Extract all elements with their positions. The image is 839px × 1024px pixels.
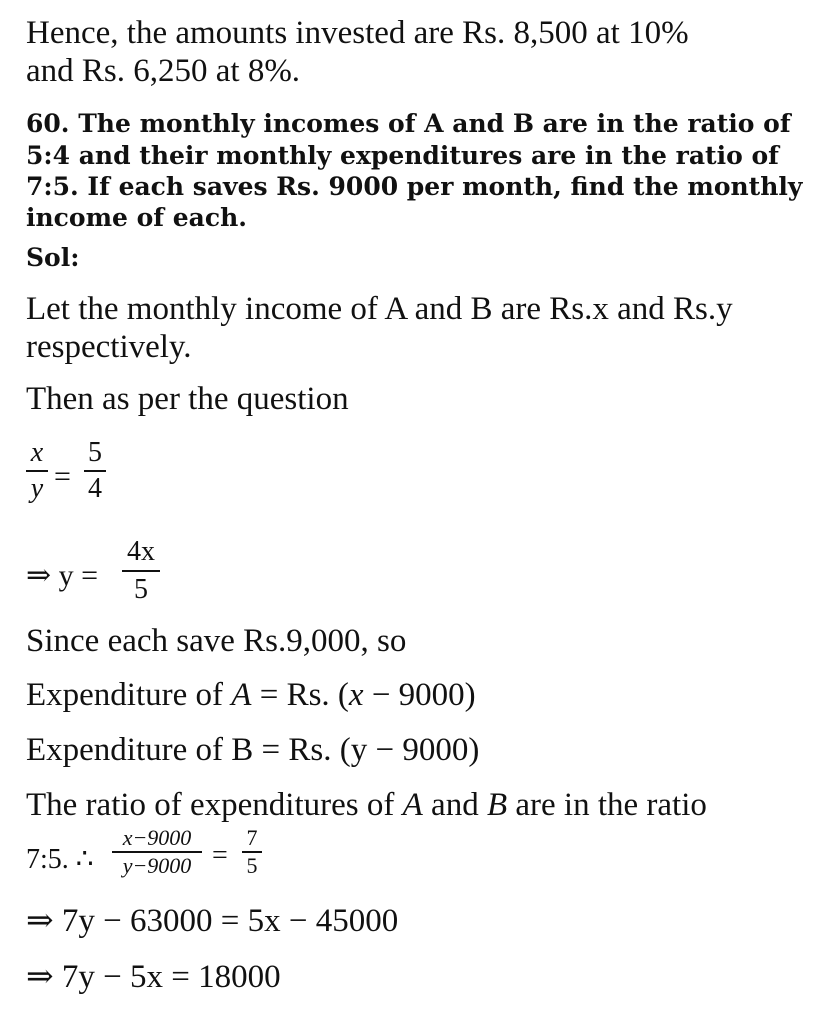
eq3-left-numerator: x−9000 <box>122 825 192 850</box>
eq2-prefix: ⇒ y = <box>26 559 99 592</box>
exp-a-rest: = Rs. ( <box>251 677 349 713</box>
eq3-right-fraction <box>242 825 262 879</box>
ratio-line <box>26 786 707 824</box>
exp-a-text: Expenditure of <box>26 677 232 713</box>
eq3-left-fraction <box>112 825 202 879</box>
ratio-text-1: The ratio of expenditures of <box>26 787 403 823</box>
eq1-equals: = <box>54 460 71 493</box>
exp-a-tail: − 9000) <box>363 677 476 713</box>
exp-a-x: x <box>348 677 364 713</box>
eq1-right-numerator: 5 <box>88 437 102 468</box>
eq1-left-denominator: y <box>30 473 44 504</box>
eq2-denominator: 5 <box>134 574 148 605</box>
ratio-text-2: and <box>422 787 487 823</box>
eq3-right-denominator: 5 <box>246 853 258 878</box>
eq3-prefix: 7:5. ∴ <box>26 844 94 875</box>
eq2-numerator: 4x <box>127 536 155 567</box>
exp-a-var: A <box>231 677 252 713</box>
eq3-right-numerator: 7 <box>246 825 258 850</box>
equation-5: ⇒ 7y − 5x = 18000 <box>26 959 281 995</box>
solution-p3: Since each save Rs.9,000, so <box>26 623 407 659</box>
solution-p2: Then as per the question <box>26 381 349 417</box>
question-line-1: 60. The monthly incomes of A and B are in the ratio of <box>26 109 791 138</box>
intro-line-2: and Rs. 6,250 at 8%. <box>26 53 301 89</box>
expenditure-a <box>26 676 476 714</box>
eq1-left-numerator: x <box>30 437 44 468</box>
eq1-left-fraction <box>26 436 48 506</box>
eq3-left-denominator: y−9000 <box>122 853 192 878</box>
question-line-4: income of each. <box>26 203 247 232</box>
ratio-var-b: B <box>486 787 508 823</box>
question-line-2: 5:4 and their monthly expenditures are in the ratio of <box>26 141 779 170</box>
intro-line-1: Hence, the amounts invested are Rs. 8,500 at 10% <box>26 15 689 51</box>
eq1-right-denominator: 4 <box>88 473 102 504</box>
sol-label: Sol: <box>26 243 80 272</box>
eq2-fraction <box>122 534 160 608</box>
solution-p1-line-2: respectively. <box>26 329 192 365</box>
question-line-3: 7:5. If each saves Rs. 9000 per month, find the monthly <box>26 172 803 201</box>
ratio-text-3: are in the ratio <box>507 787 707 823</box>
solution-p1-line-1: Let the monthly income of A and B are Rs.x and Rs.y <box>26 291 733 327</box>
equation-4: ⇒ 7y − 63000 = 5x − 45000 <box>26 903 399 939</box>
eq1-right-fraction <box>84 436 106 506</box>
eq3-equals: = <box>212 840 228 871</box>
ratio-var-a: A <box>402 787 423 823</box>
expenditure-b: Expenditure of B = Rs. (y − 9000) <box>26 732 480 768</box>
